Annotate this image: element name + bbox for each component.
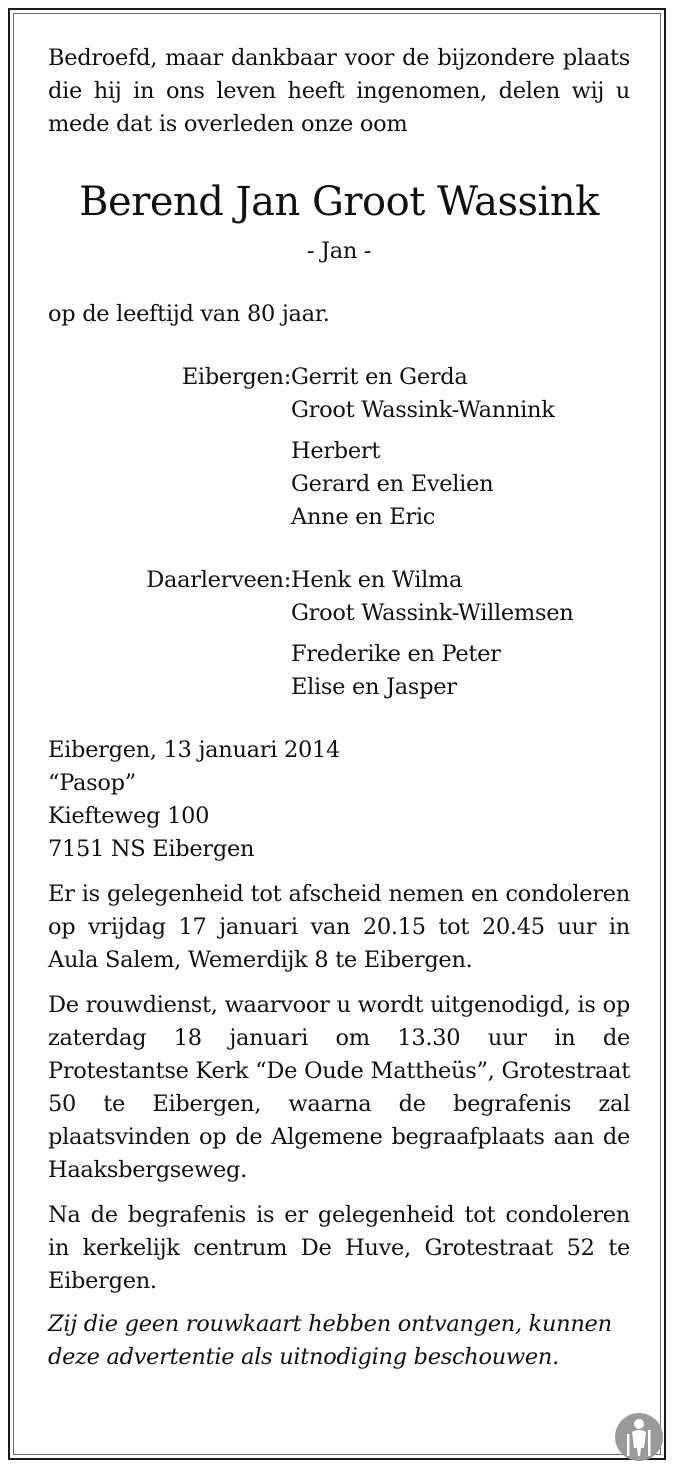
family-name-line: Groot Wassink-Willemsen	[291, 600, 574, 626]
family-name-line: Groot Wassink-Wannink	[291, 397, 555, 423]
family-place: Daarlerveen:	[146, 567, 291, 593]
address-house-name: “Pasop”	[48, 770, 136, 796]
family-name-line: Gerrit en Gerda	[291, 364, 468, 390]
family-list	[48, 361, 630, 704]
family-name-line: Henk en Wilma	[291, 567, 463, 593]
family-name-line: Elise en Jasper	[291, 674, 457, 700]
address-street: Kiefteweg 100	[48, 803, 210, 829]
intro-text: Bedroefd, maar dankbaar voor de bijzondere plaats die hij in ons leven heeft ingenomen, delen wij u mede dat is overleden onze oom	[48, 45, 630, 137]
condolence-text: Er is gelegenheid tot afscheid nemen en condoleren op vrijdag 17 januari van 20.15 tot 20.45 uur in Aula Salem, Wemerdijk 8 te Eibergen.	[48, 881, 630, 973]
family-group-daarlerveen	[48, 564, 630, 704]
deceased-name: Berend Jan Groot Wassink	[79, 179, 599, 225]
address-postal: 7151 NS Eibergen	[48, 836, 255, 862]
address-block	[48, 734, 630, 866]
memorial-logo-icon	[614, 1412, 664, 1462]
family-name-line: Gerard en Evelien	[291, 471, 494, 497]
age-line: op de leeftijd van 80 jaar.	[48, 301, 330, 327]
family-names	[291, 361, 630, 534]
closing-text: Zij die geen rouwkaart hebben ontvangen, kunnen deze advertentie als uitnodiging beschouwen.	[48, 1311, 612, 1370]
obituary-content	[48, 42, 630, 1374]
family-place: Eibergen:	[181, 364, 291, 390]
family-names	[291, 564, 630, 704]
nickname: - Jan -	[306, 238, 372, 264]
address-date-line: Eibergen, 13 januari 2014	[48, 737, 341, 763]
after-funeral-text: Na de begrafenis is er gelegenheid tot condoleren in kerkelijk centrum De Huve, Grotestraat 52 te Eibergen.	[48, 1202, 630, 1294]
family-name-line: Herbert	[291, 438, 381, 464]
service-text: De rouwdienst, waarvoor u wordt uitgenodigd, is op zaterdag 18 januari om 13.30 uur in de Protestantse Kerk “De Oude Mattheüs”, Grotestraat 50 te Eibergen, waarna de begrafenis zal plaatsvinden op de Algemene begraafplaats aan de Haaksbergseweg.	[48, 992, 630, 1183]
family-name-line: Frederike en Peter	[291, 641, 501, 667]
family-name-line: Anne en Eric	[291, 504, 436, 530]
family-group-eibergen	[48, 361, 630, 534]
